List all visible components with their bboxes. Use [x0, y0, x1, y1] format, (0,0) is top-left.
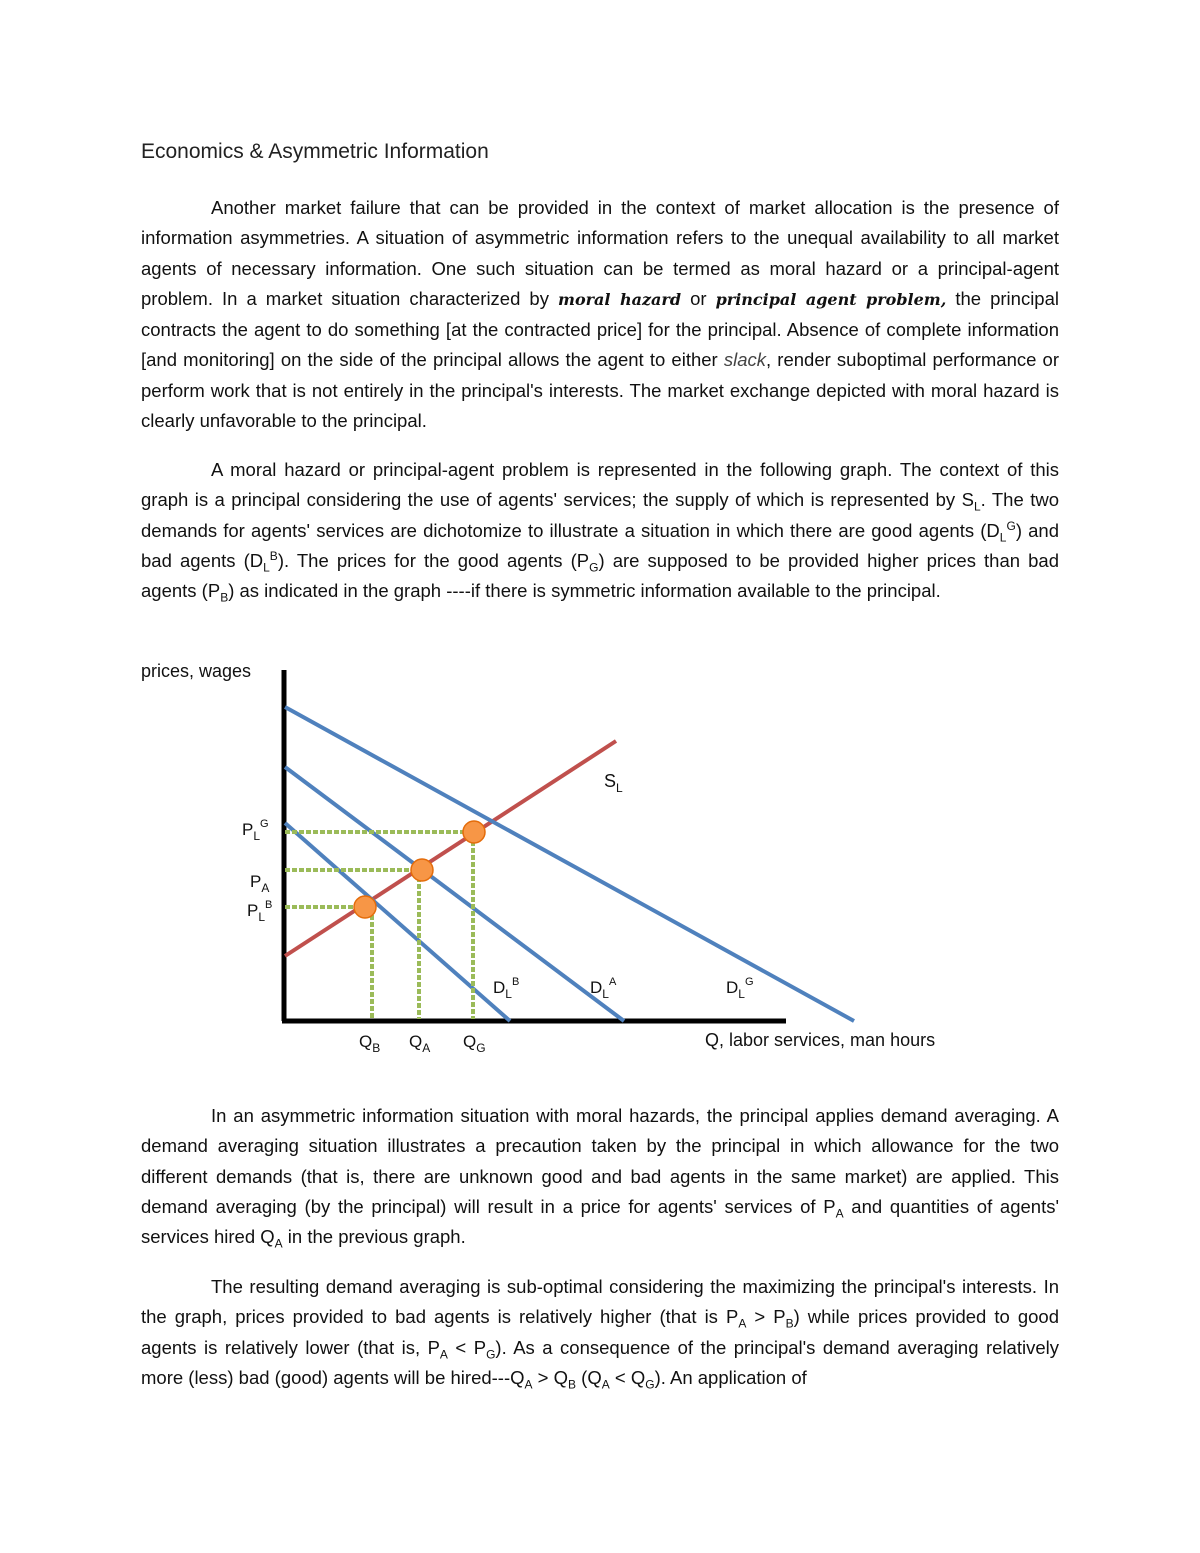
tick-plb: $P_L^B$	[247, 899, 273, 924]
paragraph-4: The resulting demand averaging is sub-optimal considering the maximizing the principal's interests. In the graph, prices provided to bad agents is relatively higher (that is $P_A > P_B$) while prices provided to good agents is relatively lower (that is, $P_A < P_G$). As a consequence of the principal's demand averaging relatively more (less) bad (good) agents will be hired-$--Q_A > Q_B$ $(Q_A < Q_G)$. An application of	[141, 1276, 1059, 1392]
label-sl: $S_L$	[604, 771, 623, 795]
paragraph-2: A moral hazard or principal-agent problem is represented in the following graph. The context of this graph is a principal considering the use of agents' services; the supply of which is represented by $S_L$. The two demands for agents' services are dichotomize to illustrate a situation in which there are good agents $(D_L^G)$ and bad agents $(D_L^B)$. The prices for the good agents $(P_G)$ are supposed to be provided higher prices than bad agents $(P_B)$ as indicated in the graph ----if there is symmetric information available to the principal.	[141, 459, 1059, 605]
paragraph-3: In an asymmetric information situation with moral hazards, the principal applies demand averaging. A demand averaging situation illustrates a precaution taken by the principal in which allowance for the two different demands (that is, there are unknown good and bad agents in the same market) are applied. This demand averaging (by the principal) will result in a price for agents' services of $P_A$ and quantities of agents' services hired $Q_A$ in the previous graph.	[141, 1105, 1059, 1251]
demand-line-dla	[285, 767, 624, 1021]
page-title: Economics & Asymmetric Information	[141, 140, 489, 163]
equilibrium-point-bad	[354, 896, 376, 918]
y-axis-label	[141, 661, 251, 681]
tick-qb: $Q_B$	[359, 1032, 381, 1055]
equilibrium-point-good	[463, 821, 485, 843]
label-dlb: $D_L^B$	[493, 976, 520, 1001]
tick-qa: $Q_A$	[409, 1032, 431, 1055]
svg-text:Q, labor services, man hours: Q, labor services, man hours	[705, 1030, 936, 1050]
x-axis-label	[705, 1030, 935, 1050]
tick-pa: $P_A$	[250, 872, 270, 895]
moral-hazard-graph	[120, 655, 960, 1075]
supply-line-sl	[285, 741, 616, 956]
label-dla: $D_L^A$	[590, 976, 617, 1001]
tick-qg: $Q_G$	[463, 1032, 486, 1055]
tick-plg: $P_L^G$	[242, 818, 269, 843]
paragraph-1: Another market failure that can be provided in the context of market allocation is the presence of information asymmetries. A situation of asymmetric information refers to the unequal availability to all market agents of necessary information. One such situation can be termed as moral hazard or a principal-agent problem. In a market situation characterized by moral hazard or principal agent problem, the principal contracts the agent to do something [at the contracted price] for the principal. Absence of complete information [and monitoring] on the side of the principal allows the agent to either slack, render suboptimal performance or perform work that is not entirely in the principal's interests. The market exchange depicted with moral hazard is clearly unfavorable to the principal.	[141, 197, 1059, 432]
equilibrium-point-average	[411, 859, 433, 881]
label-dlg: $D_L^G$	[726, 976, 754, 1001]
svg-text:prices, wages: prices, wages	[141, 661, 252, 681]
